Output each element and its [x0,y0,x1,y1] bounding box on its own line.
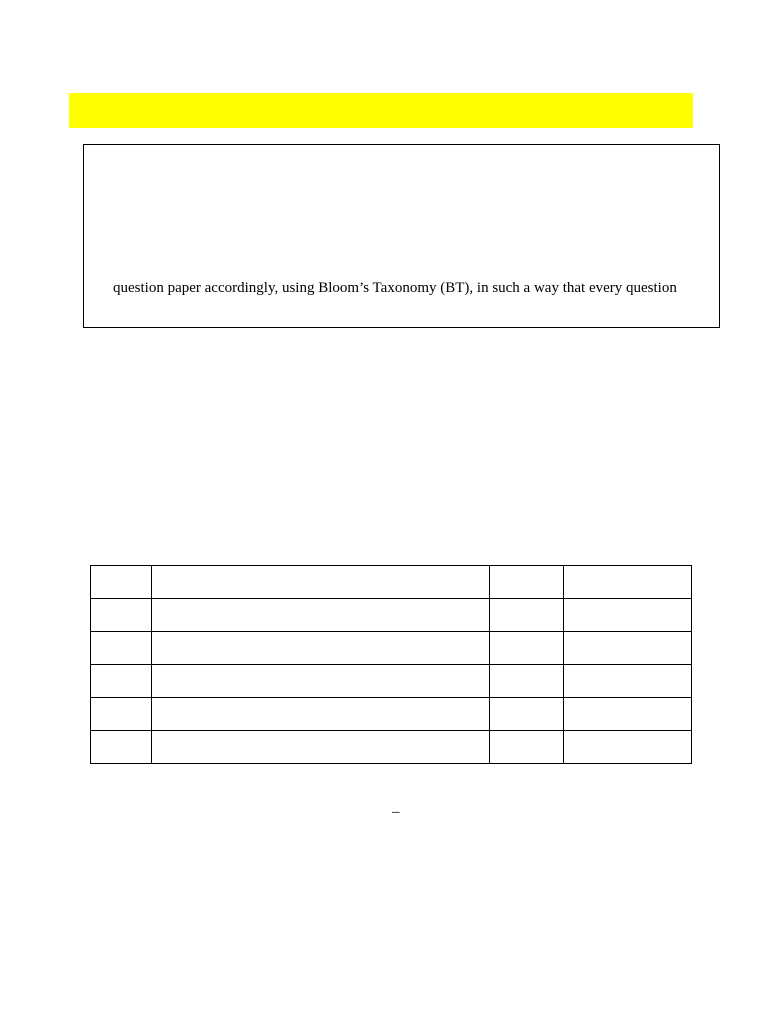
table-cell [564,731,692,764]
table-cell [91,599,152,632]
table-cell [152,632,490,665]
table-row [91,599,692,632]
table-row [91,698,692,731]
table-cell [490,665,564,698]
table-cell [152,566,490,599]
table-row [91,566,692,599]
table-cell [564,566,692,599]
table-cell [564,632,692,665]
table-cell [564,665,692,698]
table-cell [490,632,564,665]
table-row [91,665,692,698]
instructions-text: question paper accordingly, using Bloom’s Taxonomy (BT), in such a way that every question [113,280,677,296]
table-cell [91,665,152,698]
table-cell [152,698,490,731]
table-cell [490,599,564,632]
page-dash: – [392,804,400,820]
table-cell [490,698,564,731]
table-cell [564,599,692,632]
blank-table [90,565,692,764]
table-cell [152,731,490,764]
table-cell [91,566,152,599]
instructions-box [83,144,720,328]
table-cell [152,665,490,698]
table-row [91,632,692,665]
table-cell [91,632,152,665]
yellow-highlight-bar [69,93,693,128]
table-cell [91,698,152,731]
table-cell [564,698,692,731]
table-row [91,731,692,764]
table-cell [490,731,564,764]
table-cell [490,566,564,599]
table-cell [152,599,490,632]
table-cell [91,731,152,764]
